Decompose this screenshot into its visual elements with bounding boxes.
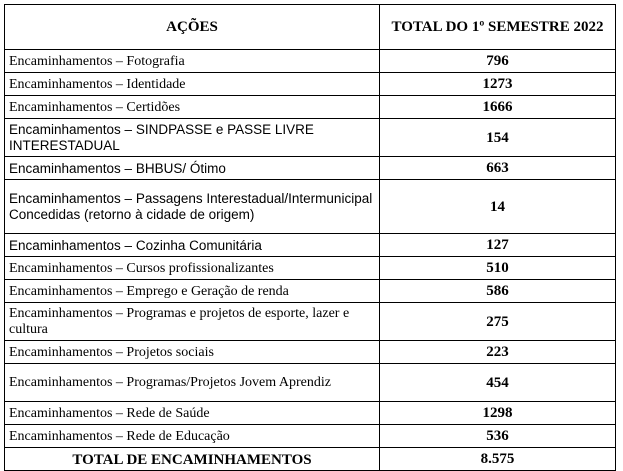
table-header-row <box>5 5 616 50</box>
table-row <box>5 119 616 157</box>
table-row <box>5 50 616 73</box>
row-value: 275 <box>380 303 616 341</box>
row-label: Encaminhamentos – Rede de Educação <box>5 425 380 448</box>
table-row <box>5 73 616 96</box>
table-row <box>5 234 616 257</box>
row-label: Encaminhamentos – Fotografia <box>5 50 380 73</box>
row-value: 1666 <box>380 96 616 119</box>
row-label: Encaminhamentos – Passagens Interestadual/Intermunicipal Concedidas (retorno à cidade de origem) <box>5 180 380 234</box>
row-value: 536 <box>380 425 616 448</box>
table-row <box>5 303 616 341</box>
row-value: 154 <box>380 119 616 157</box>
row-value: 796 <box>380 50 616 73</box>
table-row <box>5 180 616 234</box>
row-value: 1273 <box>380 73 616 96</box>
row-value: 223 <box>380 341 616 364</box>
row-label: Encaminhamentos – Emprego e Geração de renda <box>5 280 380 303</box>
row-label: Encaminhamentos – Programas e projetos de esporte, lazer e cultura <box>5 303 380 341</box>
table-total-row <box>5 448 616 471</box>
table-row <box>5 425 616 448</box>
header-total-semestre: TOTAL DO 1º SEMESTRE 2022 <box>380 5 616 50</box>
table-row <box>5 96 616 119</box>
row-label: Encaminhamentos – SINDPASSE e PASSE LIVRE INTERESTADUAL <box>5 119 380 157</box>
row-label: Encaminhamentos – Cozinha Comunitária <box>5 234 380 257</box>
row-label: Encaminhamentos – Certidões <box>5 96 380 119</box>
table-row <box>5 341 616 364</box>
row-label: Encaminhamentos – Programas/Projetos Jovem Aprendiz <box>5 364 380 402</box>
report-table-container <box>4 4 616 471</box>
row-label: Encaminhamentos – Identidade <box>5 73 380 96</box>
total-label: TOTAL DE ENCAMINHAMENTOS <box>5 448 380 471</box>
row-value: 586 <box>380 280 616 303</box>
encaminhamentos-table <box>4 4 616 471</box>
row-value: 454 <box>380 364 616 402</box>
row-value: 510 <box>380 257 616 280</box>
header-acoes: AÇÕES <box>5 5 380 50</box>
row-value: 663 <box>380 157 616 180</box>
row-label: Encaminhamentos – Rede de Saúde <box>5 402 380 425</box>
table-row <box>5 402 616 425</box>
row-label: Encaminhamentos – Cursos profissionalizantes <box>5 257 380 280</box>
row-label: Encaminhamentos – BHBUS/ Ótimo <box>5 157 380 180</box>
table-row <box>5 280 616 303</box>
table-row <box>5 157 616 180</box>
row-value: 1298 <box>380 402 616 425</box>
table-row <box>5 257 616 280</box>
row-value: 127 <box>380 234 616 257</box>
row-label: Encaminhamentos – Projetos sociais <box>5 341 380 364</box>
total-value: 8.575 <box>380 448 616 471</box>
row-value: 14 <box>380 180 616 234</box>
table-row <box>5 364 616 402</box>
